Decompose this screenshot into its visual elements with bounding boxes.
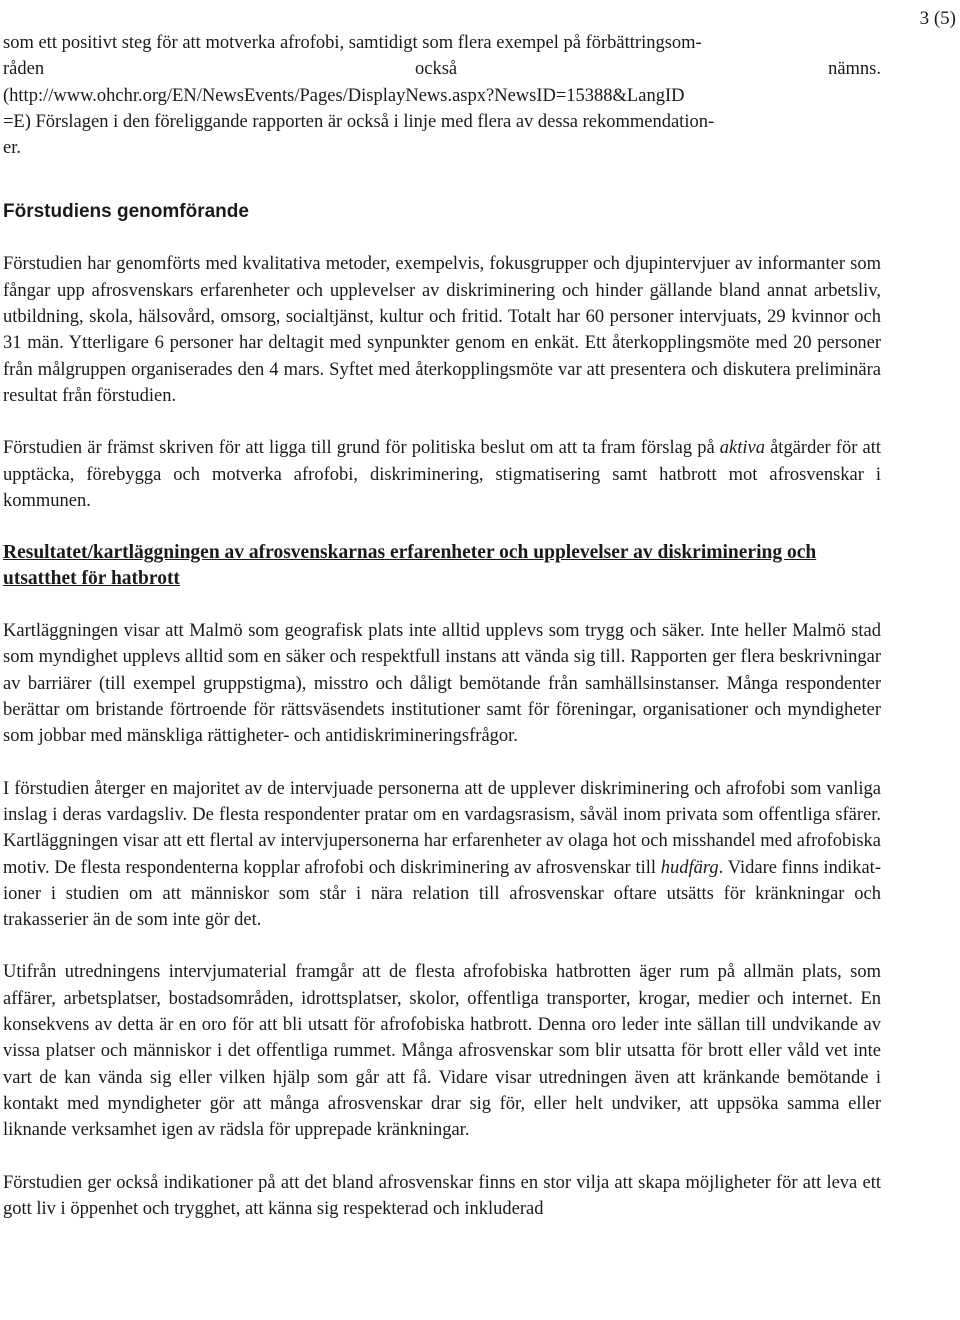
intro-word: också bbox=[415, 59, 458, 80]
page-number: 3 (5) bbox=[919, 8, 956, 29]
emphasis-text: aktiva bbox=[719, 438, 765, 459]
text-run: . Vidare finns indikationer i studien om att människor som står i nära relation till afrosvenskar oftare utsätts för kränkningar och trakasserier än de som inte gör det. bbox=[3, 857, 881, 931]
body-paragraph bbox=[3, 435, 881, 514]
body-paragraph bbox=[3, 776, 881, 934]
intro-line-spread bbox=[3, 56, 881, 82]
section-heading-resultat: Resultatet/kartläggningen av afrosvenskarnas erfarenheter och upplevelser av diskriminering och utsatthet för hatbrott bbox=[3, 542, 817, 590]
intro-paragraph bbox=[3, 30, 881, 161]
intro-url-line: (http://www.ohchr.org/EN/NewsEvents/Pages/DisplayNews.aspx?NewsID=15388&LangID bbox=[3, 85, 685, 106]
text-run: I förstudien återger en majoritet av de intervjuade personerna att de upplever diskriminering och afrofobi som vanliga inslag i deras vardagsliv. De flesta respondenter pratar om en vardagsrasism, såväl inom privata som offentliga sfärer. Kartläggningen visar att ett flertal av intervjupersonerna har erfarenheter av olaga hot och misshandel med afrofobiska motiv. De flesta respondenterna kopplar afrofobi och diskriminering av afrosvenskar till bbox=[3, 778, 881, 878]
body-paragraph: Förstudien har genomförts med kvalitativa metoder, exempelvis, fokusgrupper och djupintervjuer av informanter som fångar upp afrosvenskars erfarenheter och upplevelser av diskriminering och hinder gällande bland annat arbetsliv, utbildning, skola, hälsovård, omsorg, socialtjänst, kultur och fritid. Totalt har 60 personer intervjuats, 29 kvinnor och 31 män. Ytterligare 6 personer har deltagit med synpunkter genom en enkät. Ett återkopplingsmöte med 20 personer från målgruppen organiserades den 4 mars. Syftet med återkopplingsmöte var att presentera och diskutera preliminära resultat från förstudien. bbox=[3, 254, 881, 406]
intro-word: råden bbox=[3, 59, 45, 80]
intro-line: som ett positivt steg för att motverka afrofobi, samtidigt som flera exempel på förbättringsom- bbox=[3, 33, 702, 53]
text-run: åtgärder för att upptäcka, förebygga och motverka afrofobi, diskriminering, stigmatisering samt hatbrott mot afrosvenskar i kommunen. bbox=[3, 438, 881, 511]
intro-line: er. bbox=[3, 138, 21, 159]
section-heading-genomforande: Förstudiens genomförande bbox=[3, 201, 249, 223]
body-paragraph: Utifrån utredningens intervjumaterial framgår att de flesta afrofobiska hatbrotten äger rum på allmän plats, som affärer, arbetsplatser, bostadsområden, idrottsplatser, skolor, offentliga transporter, krogar, medier och internet. En konsekvens av detta är en oro för att bli utsatt för afrofobiska hatbrott. Denna oro leder inte sällan till undvikande av vissa platser och människor i det offentliga rummet. Många afrosvenskar som blir utsatta för brott eller våld vet inte vart de kan vända sig eller vilken hjälp som går att få. Vidare visar utredningen även att kränkande bemötande i kontakt med myndigheter gör att många afrosvenskar drar sig för, eller helt undviker, att uppsöka samma eller liknande verksamhet igen av rädsla för upprepade kränkningar. bbox=[3, 962, 881, 1141]
emphasis-text: hudfärg bbox=[660, 857, 719, 878]
body-paragraph: Förstudien ger också indikationer på att det bland afrosvenskar finns en stor vilja att skapa möjligheter för att leva ett gott liv i öppenhet och trygghet, att känna sig respekterad och inkluderad bbox=[3, 1172, 881, 1219]
document-body bbox=[3, 30, 881, 1222]
text-run: Förstudien är främst skriven för att ligga till grund för politiska beslut om att ta fram förslag på bbox=[3, 438, 720, 459]
intro-word: nämns. bbox=[828, 59, 881, 80]
body-paragraph: Kartläggningen visar att Malmö som geografisk plats inte alltid upplevs som trygg och säker. Inte heller Malmö stad som myndighet upplevs alltid som en säker och respektfull instans att vända sig till. Rapporten ger flera beskrivningar av barriärer (till exempel gruppstigma), misstro och dåligt bemötande från samhällsinstanser. Många respondenter berättar om bristande förtroende för rättsväsendets institutioner samt för föreningar, organisationer och myndigheter som jobbar med mänskliga rättigheter- och antidiskrimineringsfrågor. bbox=[3, 621, 881, 747]
intro-line: =E) Förslagen i den föreliggande rapporten är också i linje med flera av dessa rekommendation- bbox=[3, 111, 715, 132]
